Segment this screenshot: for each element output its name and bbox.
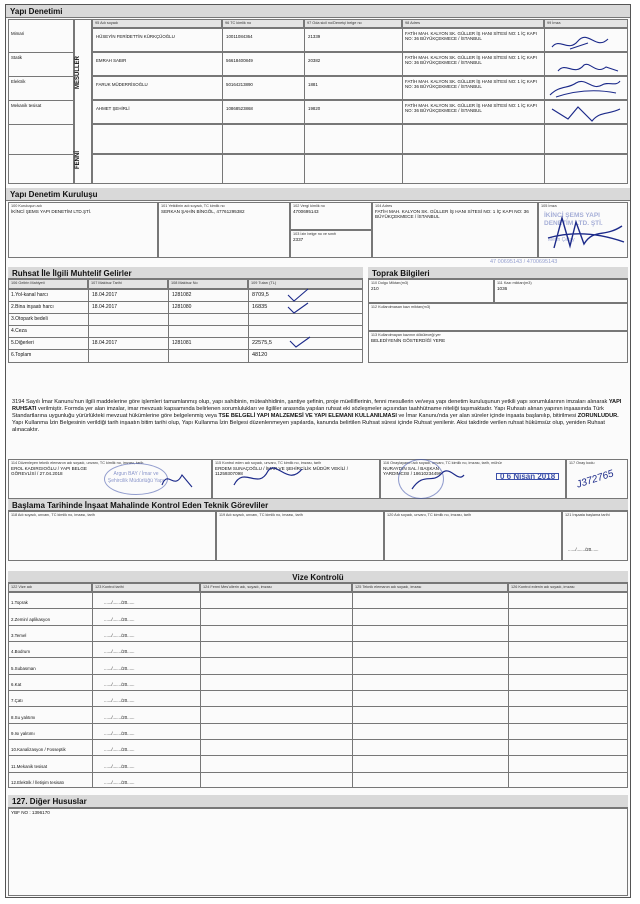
vertical-label-fenni: FENNİ — [75, 151, 81, 169]
legal-paragraph: 3194 Sayılı İmar Kanunu'nun ilgili maddelerine göre işlemleri tamamlanmış olup, yapı sahibinin, müteahhidinin, şantiye şefinin, proje müelliflerinin, fenni mesullerin ve/veya yapı denetim kuruluşunun yetkili yapı sorumlularının imzaları alınarak YAPI RUHSATI verilmiştir. Formda yer alan imzalar, imar mevzuatı kapsamında belirlenen sorumlulukları ve ilgililer arasında yapılan ruhsat eki sözleşmeler açısından taahhütname niteliği taşımaktadır. Yapı Ruhsatı alınan yapının inşaasında Türk Standartlarına uygunluğu yürürlükteki mevzuat hükümlerine göre belgelenmiş veya TSE BELGELİ YAPI MALZEMESİ VE YAPI ELEMANI KULLANILMASI ve İmar Kanunu'nda yer alan süreler içinde inşaata başlanılıp, bitirilmesi ZORUNLUDUR. Yapı Kullanma İzin Belgesinin verildiği tarih inşaatın bitim tarihi olup, Yapı Kullanma İzin Belgesi düzenlenmeyen yapılarda, kanunda belirtilen Ruhsat süresi içinde Ruhsat yenilenir. Aksi takdirde verilen ruhsat hükümsüz olup, yeniden Ruhsat alınacaktır. — [12, 399, 622, 433]
gel-hdr-2: 107 Makbuz Tarihi — [88, 279, 168, 289]
vize-hdr-1: 122 Vize adı — [8, 583, 92, 592]
gel-row6-name: 6.Toplam — [11, 352, 32, 358]
baslama-table — [8, 511, 628, 561]
row1-name: HÜSEYİN FERİDETTİN KÜRKÇÜOĞLU — [96, 34, 175, 39]
gel-hdr-4: 109 Tutarı (TL) — [248, 279, 363, 289]
kurulus-unvan-cell: 100 Kuruluşun adı İKİNCİ ŞEMS YAPI DENETİM LTD.ŞTİ. — [8, 202, 158, 258]
gel-row2-no: 1281080 — [172, 304, 192, 310]
hdr-tc: 96 TC kimlik no — [222, 19, 304, 28]
row3-address: FATİH MAH. KALYON SK. GÜLLER İŞ HANI SİTESİ NO: 1 İÇ KAPI NO: 36 BÜYÜKÇEKMECE / İSTANBUL — [405, 79, 537, 89]
vize-row-label: 9.Isı yalıtımı — [11, 731, 35, 736]
table-row — [92, 124, 628, 154]
gel-row5-no: 1281081 — [172, 340, 192, 346]
vize-hdr-2: 123 Kontrol tarihi — [92, 583, 200, 592]
yapi-denetim-table — [8, 19, 628, 184]
kurulus-vergi-cell: 102 Vergi kimlik no 4700695143 — [290, 202, 372, 230]
vize-row-label: 7.Çatı — [11, 698, 23, 704]
kurulus-stamp-sub: Metin Çetay — [548, 237, 575, 243]
vize-row-label: 8.Su yalıtımı — [11, 714, 36, 720]
onay-117-code: J372765 — [575, 468, 616, 491]
row2-oda: 20382 — [308, 58, 321, 63]
vize-row-date: ....../......./20...... — [104, 714, 135, 720]
vize-row-label: 4.Bodrum — [11, 649, 31, 655]
hdr-name: 95 Adı soyadı — [92, 19, 222, 28]
row4-address: FATİH MAH. KALYON SK. GÜLLER İŞ HANI SİTESİ NO: 1 İÇ KAPI NO: 36 BÜYÜKÇEKMECE / İSTANBUL — [405, 103, 537, 113]
gel-row5-date: 18.04.2017 — [92, 340, 118, 346]
gel-row2-amount: 16835 — [252, 304, 268, 310]
role-column — [8, 19, 74, 184]
kurulus-stamp-text: İKİNCİ ŞEMS YAPI DENETİM LTD. ŞTİ. — [544, 212, 603, 227]
vize-row-label: 2.Zemin/ aplikasyon — [11, 616, 51, 622]
baslama-119-cell: 119 Adı soyadı, unvanı, TC kimlik no, imzası, tarih — [216, 511, 384, 561]
vize-table — [8, 583, 628, 788]
vize-header: Vize Kontrolü — [8, 571, 628, 583]
kurulus-stamp-no: 47 00695143 / 4700695143 — [490, 259, 558, 265]
signature-2 — [556, 59, 626, 79]
onay-114-cell: 114 Düzenleyen teknik elemanın adı soyadı, unvanı, TC kimlik no, imzası, tarih EROL KADIRGIOĞLU / YAPI BELGE GÖREVLİSİ / 27.04.2018 — [8, 459, 212, 499]
toprak-kullanilacak-cell: 112 Kullanılmasan kazı miktarı(m3) — [368, 303, 628, 331]
gel-row1-name: 1.Yol-kanal harcı — [11, 292, 49, 298]
vize-row-date: ....../......./20...... — [104, 780, 135, 785]
vize-row-label: 1.Toprak — [11, 600, 28, 606]
role-statik: Statik — [11, 55, 22, 60]
toprak-dokulecek-cell: 113 Kullanılmayan kazının döküleceği yer BELEDİYENİN GÖSTERDİĞİ YERE — [368, 331, 628, 363]
row2-address: FATİH MAH. KALYON SK. GÜLLER İŞ HANI SİTESİ NO: 1 İÇ KAPI NO: 36 BÜYÜKÇEKMECE / İSTANBUL — [405, 55, 537, 65]
vize-hdr-5: 126 Kontrol edenin adı soyadı, imzası — [508, 583, 628, 592]
row1-tc: 10011084364 — [226, 34, 253, 39]
signature-115 — [228, 461, 308, 495]
kurulus-imza-cell: 105 İmza — [538, 202, 628, 258]
baslama-120-cell: 120 Adı soyadı, unvanı, TC kimlik no, imzası, tarih — [384, 511, 562, 561]
gelirler-header: Ruhsat İle İlgili Muhtelif Gelirler — [8, 267, 363, 279]
role-elektrik: Elektrik — [11, 79, 26, 84]
row3-name: FARUK MÜDERRİSOĞLU — [96, 82, 148, 87]
row1-address: FATİH MAH. KALYON SK. GÜLLER İŞ HANI SİTESİ NO: 1 İÇ KAPI NO: 36 BÜYÜKÇEKMECE / İSTANBUL — [405, 31, 537, 41]
vize-row-label: 10.Kanalizasyon / Fosseptik — [11, 747, 66, 753]
onay-115-cell: 115 Kontrol eden adı soyadı, unvanı, TC kimlik no, imzası, tarih ERDEM SUNAÇOĞLU / İMAR VE ŞEHİRCİLİK MÜDÜR VEKİLİ / 11259307098 — [212, 459, 380, 499]
kurulus-yetkili-cell: 101 Yetkilinin adı soyadı, TC kimlik no SERKAN ŞAHİN BİNGÖL, 47761295382 — [158, 202, 290, 258]
stamp-114: Argun BAY / İmar ve Şehircilik Müdürlüğü Yapı — [104, 463, 168, 495]
kurulus-header: Yapı Denetim Kuruluşu — [6, 188, 630, 201]
vize-row-date: ....../......./20...... — [104, 600, 135, 606]
kurulus-izin-cell: 103 İzin belge no ve sınıfı 2337 — [290, 230, 372, 258]
role-mimari: Mimari — [11, 31, 25, 36]
onay-116-date-stamp: 0 6 Nisan 2018 — [496, 473, 559, 480]
vize-hdr-3: 124 Fenni Mes'ullerin adı, soyadı, imzası — [200, 583, 352, 592]
vize-row-label: 6.Kat — [11, 682, 22, 687]
gel-row5-amount: 22575,5 — [252, 340, 272, 346]
row4-oda: 19820 — [308, 106, 321, 111]
vize-row-date: ....../......./20...... — [104, 665, 135, 671]
gel-row1-amount: 8709,5 — [252, 292, 269, 298]
building-permit-page — [5, 4, 631, 898]
toprak-kazi-cell: 111 Kazı miktarı(m3) 1036 — [494, 279, 628, 303]
vize-row-date: ....../......./20...... — [104, 763, 135, 769]
kurulus-adres-cell: 104 Adres FATİH MAH. KALYON SK. GÜLLER İŞ HANI SİTESİ NO: 1 İÇ KAPI NO: 36 BÜYÜKÇEKMECE / İSTANBUL — [372, 202, 538, 258]
diger-body: YBF NO : 1396170 — [8, 808, 628, 896]
signature-1 — [548, 33, 618, 55]
gel-row4-name: 4.Ceza — [11, 328, 27, 334]
vize-row-date: ....../......./20...... — [104, 616, 135, 622]
row2-name: EMRAH SABIR — [96, 58, 127, 63]
vize-row-date: ....../......./20...... — [104, 698, 135, 704]
onay-117-cell: 117 Onay kodu — [566, 459, 628, 499]
row3-oda: 1881 — [308, 82, 318, 87]
vize-row-date: ....../......./20...... — [104, 731, 135, 736]
signature-3 — [546, 77, 624, 101]
kurulus-table — [8, 202, 628, 265]
hdr-signature: 99 İmza — [544, 19, 628, 28]
gel-row3-name: 3.Otopark bedeli — [11, 316, 48, 322]
row4-name: AHMET ŞEHİRLİ — [96, 106, 130, 111]
row3-tc: 50164213890 — [226, 82, 253, 87]
toprak-header: Toprak Bilgileri — [368, 267, 628, 279]
signature-4 — [548, 103, 624, 125]
hdr-oda: 97 Oda sicil no/Denetçi belge no — [304, 19, 402, 28]
onay-table — [8, 459, 628, 499]
vize-hdr-4: 125 Teknik elemanın adı soyadı, imzası — [352, 583, 508, 592]
check-mark-5 — [288, 335, 312, 349]
check-mark-2 — [286, 301, 310, 315]
vize-row-date: ....../......./20...... — [104, 682, 135, 687]
gelirler-table — [8, 279, 363, 363]
gel-row5-name: 5.Diğerleri — [11, 340, 34, 346]
role-mekanik: Mekanik tesisat — [11, 103, 42, 108]
vize-row-date: ....../......./20...... — [104, 633, 135, 638]
table-row — [92, 52, 628, 76]
gel-row1-no: 1281082 — [172, 292, 192, 298]
signature-114 — [158, 467, 198, 493]
vertical-label-mesuller: MESULLER — [75, 56, 81, 89]
toprak-dolgu-cell: 110 Dolgu Miktarı(m3) 210 — [368, 279, 494, 303]
diger-header: 127. Diğer Hususlar — [8, 795, 628, 808]
baslama-121-cell: 121 İnşaata başlama tarihi — [562, 511, 628, 561]
vize-row-label: 11.Mekanik tesisat — [11, 763, 48, 769]
hdr-address: 98 Adres — [402, 19, 544, 28]
vize-row-date: ....../......./20...... — [104, 649, 135, 655]
signature-116 — [408, 465, 468, 495]
vize-row-date: ....../......./20...... — [104, 747, 135, 753]
toprak-table — [368, 279, 628, 363]
row4-tc: 10868523868 — [226, 106, 253, 111]
gel-row2-name: 2.Bina inşaatı harcı — [11, 304, 54, 310]
table-row — [92, 154, 628, 184]
gel-hdr-1: 106 Gelirin Mahiyeti — [8, 279, 88, 289]
onay-116-cell: 116 Onaylayanın adı soyadı, unvanı, TC kimlik no, imzası, tarih, mühür NURAYDIN SAL / BAŞKAN YARDIMCISI / 18610234496 — [380, 459, 566, 499]
kurulus-signature — [544, 208, 628, 256]
gel-row6-amount: 48120 — [252, 352, 268, 358]
gel-row1-date: 18.04.2017 — [92, 292, 118, 298]
vize-row-label: 5.Subasman — [11, 665, 36, 671]
gel-row2-date: 18.04.2017 — [92, 304, 118, 310]
baslama-118-cell: 118 Adı soyadı, unvanı, TC kimlik no, imzası, tarih — [8, 511, 216, 561]
yapi-denetim-header: Yapı Denetimi — [6, 5, 630, 18]
row1-oda: 21339 — [308, 34, 321, 39]
vize-row-label: 3.Temel — [11, 633, 27, 638]
row2-tc: 56618400849 — [226, 58, 253, 63]
baslama-header: Başlama Tarihinde İnşaat Mahalinde Kontrol Eden Teknik Görevliler — [8, 499, 628, 511]
vize-row-label: 12.Elektrik / İletişim tesisatı — [11, 780, 64, 785]
gel-hdr-3: 108 Makbuz No — [168, 279, 248, 289]
baslama-date: ....../......./20...... — [568, 547, 599, 552]
